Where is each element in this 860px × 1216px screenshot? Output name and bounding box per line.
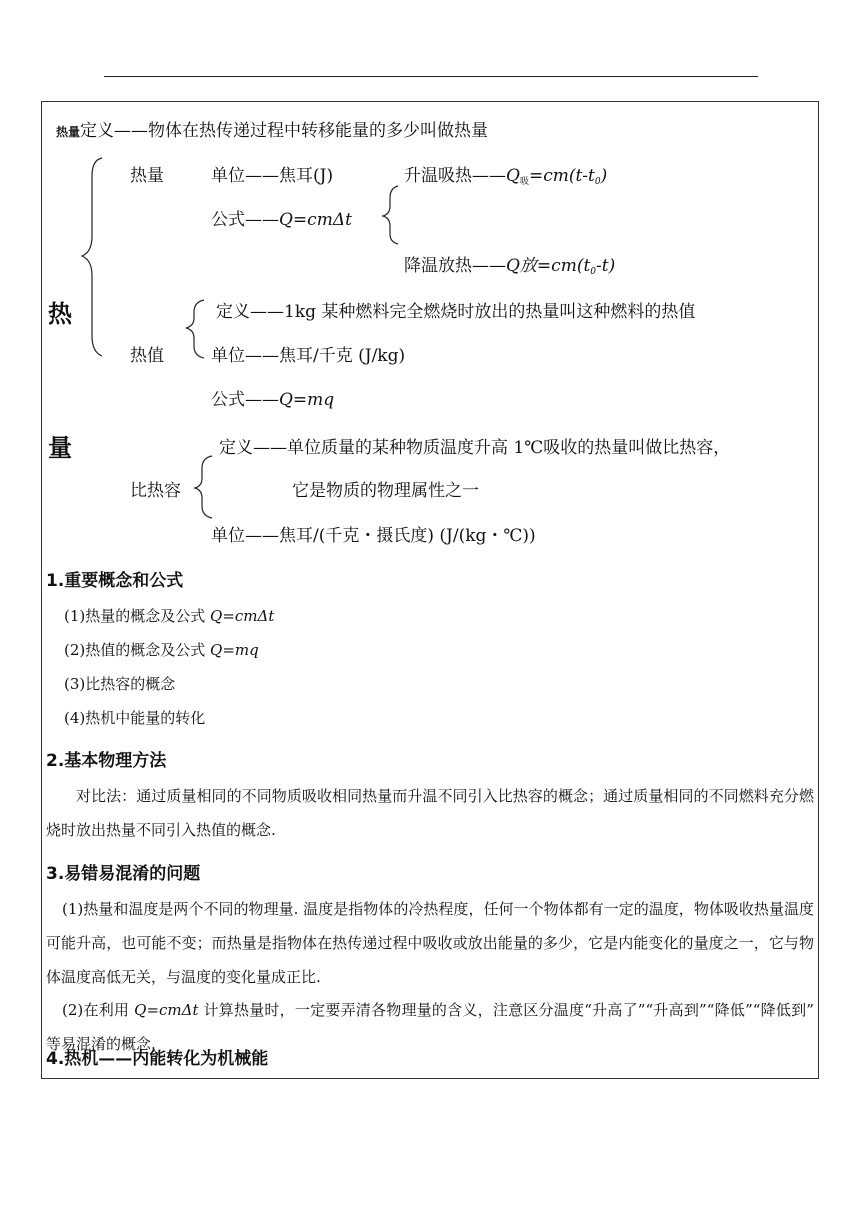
shc-definition-2: 它是物质的物理属性之一 bbox=[292, 481, 479, 501]
section1-item1 bbox=[64, 605, 274, 626]
heat-fall-end: -t) bbox=[596, 256, 616, 276]
heat-fall bbox=[404, 251, 615, 276]
heat-definition-label: 热量 bbox=[56, 125, 81, 139]
fuel-definition: 定义——1kg 某种燃料完全燃烧时放出的热量叫这种燃料的热值 bbox=[216, 302, 696, 322]
big-char-quantity: 量 bbox=[48, 434, 72, 462]
section2-heading: 2.基本物理方法 bbox=[46, 751, 167, 771]
heat-formula bbox=[211, 205, 352, 230]
fuel-formula-expr: Q=mq bbox=[279, 390, 335, 410]
section2-text: 对比法：通过质量相同的不同物质吸收相同热量而升温不同引入比热容的概念；通过质量相同的不同燃料充分燃烧时放出热量不同引入热值的概念. bbox=[46, 787, 814, 839]
heat-rise-label: 升温吸热—— bbox=[404, 166, 506, 186]
heat-rise-q: Q bbox=[506, 166, 520, 186]
shc-brace bbox=[195, 456, 212, 518]
shc-label: 比热容 bbox=[130, 481, 181, 501]
fuel-unit: 单位——焦耳/千克 (J/kg) bbox=[211, 346, 406, 366]
fuel-brace bbox=[186, 300, 204, 358]
heat-formula-expr: Q=cmΔt bbox=[279, 210, 352, 230]
fuel-formula bbox=[211, 385, 334, 410]
heat-formula-label: 公式—— bbox=[211, 210, 279, 230]
heat-rise-sub0: 0 bbox=[594, 177, 601, 187]
heat-rise-end: ) bbox=[600, 166, 608, 186]
heat-formula-brace bbox=[383, 186, 398, 244]
heat-fall-sub0: 0 bbox=[590, 267, 597, 277]
section1-item1-text: (1)热量的概念及公式 bbox=[64, 607, 211, 625]
shc-definition-1: 定义——单位质量的某种物质温度升高 1℃吸收的热量叫做比热容， bbox=[219, 438, 731, 458]
section3-paragraph1: (1)热量和温度是两个不同的物理量. 温度是指物体的冷热程度，任何一个物体都有一定的温度，物体吸收热量温度可能升高，也可能不变；而热量是指物体在热传递过程中吸收或放出能量的多少，它是内能变化的量度之一，它与物体温度高低无关，与温度的变化量成正比. bbox=[46, 900, 814, 986]
heat-rise bbox=[404, 161, 607, 186]
fuel-label: 热值 bbox=[130, 346, 164, 366]
section1-item1-formula: Q=cmΔt bbox=[210, 607, 275, 625]
main-brace bbox=[82, 158, 102, 356]
section3-p2-formula: Q=cmΔt bbox=[134, 1001, 199, 1019]
section1-heading: 1.重要概念和公式 bbox=[46, 571, 184, 591]
section1-item2-text: (2)热值的概念及公式 bbox=[64, 641, 211, 659]
section1-item4: (4)热机中能量的转化 bbox=[64, 709, 206, 727]
section1-item3: (3)比热容的概念 bbox=[64, 675, 176, 693]
heat-rise-sub: 吸 bbox=[519, 177, 529, 187]
section3-p2-a: (2)在利用 bbox=[62, 1001, 135, 1019]
fuel-formula-label: 公式—— bbox=[211, 390, 279, 410]
heat-unit: 单位——焦耳(J) bbox=[211, 166, 334, 186]
section1-item2 bbox=[64, 639, 259, 660]
section3-heading: 3.易错易混淆的问题 bbox=[46, 864, 201, 884]
section1-item2-formula: Q=mq bbox=[210, 641, 259, 659]
heat-fall-q: Q放=cm(t bbox=[506, 256, 591, 276]
heat-rise-rest: =cm(t-t bbox=[528, 166, 595, 186]
heat-definition-text: 定义——物体在热传递过程中转移能量的多少叫做热量 bbox=[80, 121, 489, 141]
heat-fall-label: 降温放热—— bbox=[404, 256, 506, 276]
section3-p2-b: 计算热量时，一定要弄清各物理量的含义，注意区分温度“升高了”“升高到”“降低”“降低到” 等易混淆的概念. bbox=[46, 1001, 814, 1053]
shc-unit: 单位——焦耳/(千克・摄氏度) (J/(kg・℃)) bbox=[211, 526, 536, 546]
section4-heading: 4.热机——内能转化为机械能 bbox=[46, 1049, 269, 1069]
heat-label: 热量 bbox=[130, 166, 164, 186]
big-char-heat: 热 bbox=[48, 300, 72, 328]
